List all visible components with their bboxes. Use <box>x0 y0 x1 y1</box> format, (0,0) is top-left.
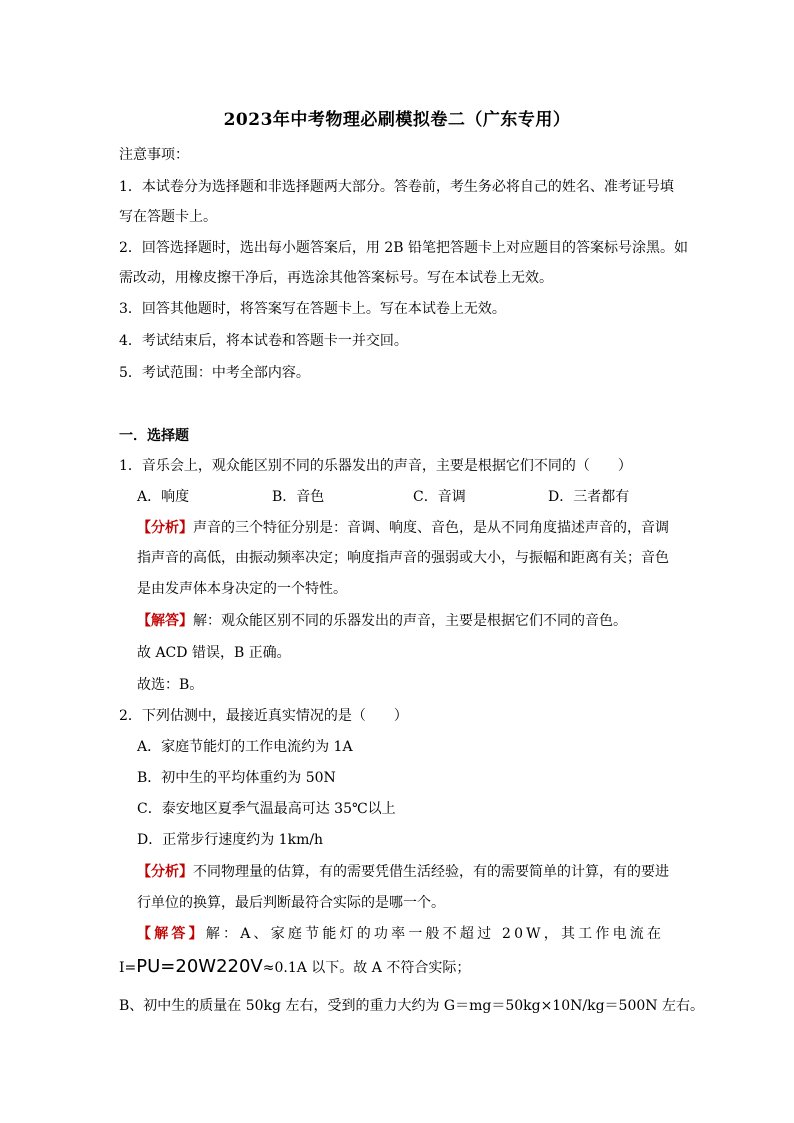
question-1-option-d: D．三者都有 <box>548 489 630 505</box>
analysis-text: 声音的三个特征分别是：音调、响度、音色，是从不同角度描述声音的，音调 <box>193 520 669 536</box>
note-1-line-1: 1．本试卷分为选择题和非选择题两大部分。答卷前，考生务必将自己的姓名、准考证号填 <box>119 179 674 195</box>
note-2-line-1: 2．回答选择题时，选出每小题答案后，用 2B 铅笔把答题卡上对应题目的答案标号涂黑。如 <box>119 240 689 256</box>
question-2-answer-line-3: B、初中生的质量在 50kg 左右，受到的重力大约为 G＝mg＝50kg×10N/kg＝500N 左右。 <box>119 998 704 1014</box>
question-1-answer-line-2: 故 ACD 错误，B 正确。 <box>137 645 291 661</box>
question-2-option-d: D．正常步行速度约为 1km/h <box>137 832 324 848</box>
note-5: 5．考试范围：中考全部内容。 <box>119 365 310 381</box>
question-2-option-b: B．初中生的平均体重约为 50N <box>137 770 336 786</box>
note-4: 4．考试结束后，将本试卷和答题卡一并交回。 <box>119 333 408 349</box>
question-1-analysis-line-2: 指声音的高低，由振动频率决定；响度指声音的强弱或大小，与振幅和距离有关；音色 <box>137 550 669 566</box>
formula-suffix: ≈0.1A 以下。故 A 不符合实际； <box>262 960 471 976</box>
question-1-analysis-line-1 <box>137 518 669 538</box>
note-2-line-2: 需改动，用橡皮擦干净后，再选涂其他答案标号。写在本试卷上无效。 <box>119 270 553 286</box>
section-heading: 一．选择题 <box>119 428 189 444</box>
question-1-answer-line-3: 故选：B。 <box>137 677 204 693</box>
question-2-analysis-line-1 <box>137 862 669 882</box>
question-2-answer-line-1 <box>137 924 664 944</box>
question-2-analysis-line-2: 行单位的换算，最后判断最符合实际的是哪一个。 <box>137 895 445 911</box>
note-1-line-2: 写在答题卡上。 <box>119 209 217 225</box>
question-2-option-a: A．家庭节能灯的工作电流约为 1A <box>137 739 353 755</box>
answer-text: 解：观众能区别不同的乐器发出的声音，主要是根据它们不同的音色。 <box>193 613 627 629</box>
answer-text: 解：A、家庭节能灯的功率一般不超过 20W，其工作电流在 <box>205 926 665 942</box>
analysis-tag: 【分析】 <box>137 864 193 880</box>
answer-tag: 【解答】 <box>137 926 206 942</box>
analysis-text: 不同物理量的估算，有的需要凭借生活经验，有的需要简单的计算，有的要进 <box>193 864 669 880</box>
question-1-analysis-line-3: 是由发声体本身决定的一个特性。 <box>137 581 347 597</box>
question-1-stem: 1．音乐会上，观众能区别不同的乐器发出的声音，主要是根据它们不同的（ ） <box>119 458 632 474</box>
answer-tag: 【解答】 <box>137 613 193 629</box>
question-1-option-b: B．音色 <box>272 489 325 505</box>
notes-heading: 注意事项： <box>119 147 189 163</box>
question-2-stem: 2．下列估测中，最接近真实情况的是（ ） <box>119 708 408 724</box>
analysis-tag: 【分析】 <box>137 520 193 536</box>
question-1-option-c: C．音调 <box>413 489 466 505</box>
formula-prefix: I= <box>119 960 137 976</box>
page-title: 2023年中考物理必刷模拟卷二（广东专用） <box>223 110 571 130</box>
note-3: 3．回答其他题时，将答案写在答题卡上。写在本试卷上无效。 <box>119 301 506 317</box>
question-2-option-c: C．泰安地区夏季气温最高可达 35℃以上 <box>137 801 396 817</box>
question-1-option-a: A．响度 <box>137 489 190 505</box>
question-2-answer-line-2 <box>119 957 470 978</box>
question-1-answer-line-1 <box>137 611 627 631</box>
formula-fraction: PU=20W220V <box>136 956 263 977</box>
